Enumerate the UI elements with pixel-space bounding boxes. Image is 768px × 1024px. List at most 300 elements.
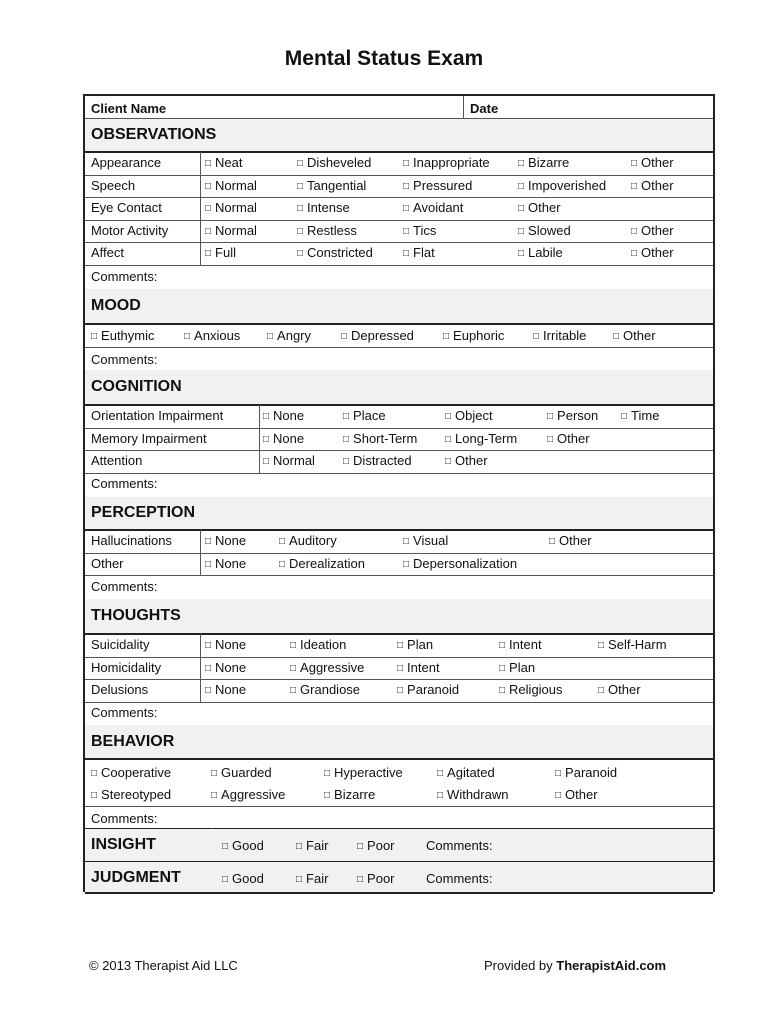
checkbox-icon: □ xyxy=(403,248,410,259)
cognition-section-title: COGNITION xyxy=(91,378,182,395)
divider xyxy=(85,347,713,348)
checkbox-label: Paranoid xyxy=(565,765,618,780)
checkbox-label: Normal xyxy=(215,177,257,193)
checkbox-icon: □ xyxy=(437,790,444,801)
checkbox-label: Angry xyxy=(277,328,312,343)
cognition-option-distracted[interactable] xyxy=(343,453,412,468)
checkbox-icon: □ xyxy=(91,331,98,342)
divider xyxy=(85,242,713,243)
perception-row-label: Other xyxy=(91,555,124,571)
copyright-text: © 2013 Therapist Aid LLC xyxy=(89,958,238,973)
divider xyxy=(85,702,713,703)
checkbox-label: Aggressive xyxy=(221,787,286,802)
checkbox-label: Depersonalization xyxy=(413,555,518,571)
observations-row-label: Motor Activity xyxy=(91,222,169,238)
checkbox-icon: □ xyxy=(631,180,638,192)
comments-label: Comments: xyxy=(91,269,158,284)
divider xyxy=(85,575,713,576)
checkbox-label: Bizarre xyxy=(528,155,570,170)
thoughts-option-plan[interactable] xyxy=(499,660,535,675)
checkbox-icon: □ xyxy=(598,640,605,651)
cognition-option-long-term[interactable] xyxy=(445,431,517,446)
checkbox-icon: □ xyxy=(518,180,525,192)
checkbox-label: Good xyxy=(232,871,264,886)
checkbox-label: Restless xyxy=(307,222,357,238)
checkbox-icon: □ xyxy=(297,158,304,169)
checkbox-icon: □ xyxy=(403,558,410,570)
insight-option-poor[interactable] xyxy=(357,838,395,853)
judgment-option-fair[interactable] xyxy=(296,871,328,886)
checkbox-icon: □ xyxy=(631,225,638,237)
checkbox-icon: □ xyxy=(547,433,554,445)
behavior-option-withdrawn[interactable] xyxy=(437,787,508,802)
thoughts-option-intent[interactable] xyxy=(499,637,542,652)
observations-option-other[interactable] xyxy=(631,155,674,170)
checkbox-label: Flat xyxy=(413,245,435,260)
checkbox-label: Other xyxy=(641,155,674,170)
comments-label: Comments: xyxy=(91,705,158,720)
checkbox-icon: □ xyxy=(499,640,506,651)
cognition-option-short-term[interactable] xyxy=(343,431,417,446)
checkbox-icon: □ xyxy=(443,331,450,342)
mood-option-euphoric[interactable] xyxy=(443,328,504,343)
checkbox-icon: □ xyxy=(290,640,297,651)
provided-by xyxy=(484,958,666,973)
divider xyxy=(85,265,713,266)
mood-option-anxious[interactable] xyxy=(184,328,240,343)
perception-option-none[interactable] xyxy=(205,533,246,548)
checkbox-label: Fair xyxy=(306,838,329,853)
thoughts-option-none[interactable] xyxy=(205,637,246,652)
observations-section-title: OBSERVATIONS xyxy=(91,126,217,143)
checkbox-label: Guarded xyxy=(221,765,272,780)
divider xyxy=(85,892,713,894)
checkbox-icon: □ xyxy=(91,768,98,779)
checkbox-icon: □ xyxy=(549,536,556,547)
mood-option-irritable[interactable] xyxy=(533,328,586,343)
checkbox-label: Plan xyxy=(509,659,536,675)
checkbox-icon: □ xyxy=(518,158,525,169)
checkbox-icon: □ xyxy=(533,331,540,342)
observations-option-inappropriate[interactable] xyxy=(403,155,490,170)
provided-by-label: Provided by xyxy=(484,958,557,973)
checkbox-icon: □ xyxy=(263,433,270,445)
checkbox-icon: □ xyxy=(437,768,444,779)
checkbox-icon: □ xyxy=(222,874,229,885)
checkbox-label: Religious xyxy=(509,682,563,697)
checkbox-label: Pressured xyxy=(413,177,473,193)
checkbox-icon: □ xyxy=(263,456,270,467)
cognition-option-other[interactable] xyxy=(547,431,590,446)
divider xyxy=(259,405,260,473)
checkbox-label: None xyxy=(215,555,247,571)
checkbox-label: Labile xyxy=(528,245,563,260)
behavior-option-aggressive[interactable] xyxy=(211,787,285,802)
checkbox-icon: □ xyxy=(279,536,286,547)
thoughts-option-paranoid[interactable] xyxy=(397,682,459,697)
divider xyxy=(200,152,201,265)
checkbox-label: Aggressive xyxy=(300,659,365,675)
insight-option-good[interactable] xyxy=(222,838,264,853)
checkbox-icon: □ xyxy=(296,841,303,852)
observations-option-full[interactable] xyxy=(205,245,236,260)
checkbox-icon: □ xyxy=(341,331,348,342)
observations-option-normal[interactable] xyxy=(205,223,257,238)
divider xyxy=(85,220,713,221)
checkbox-icon: □ xyxy=(222,841,229,852)
checkbox-label: Normal xyxy=(215,200,257,215)
cognition-row-label: Memory Impairment xyxy=(91,430,207,446)
thoughts-row-label: Homicidality xyxy=(91,659,162,675)
divider xyxy=(85,175,713,176)
checkbox-label: None xyxy=(215,637,247,652)
checkbox-label: Full xyxy=(215,245,236,260)
behavior-option-cooperative[interactable] xyxy=(91,765,171,780)
cognition-row-label: Attention xyxy=(91,453,143,468)
cognition-row-label: Orientation Impairment xyxy=(91,408,224,423)
checkbox-icon: □ xyxy=(631,158,638,169)
checkbox-label: Good xyxy=(232,838,264,853)
checkbox-icon: □ xyxy=(631,248,638,259)
observations-option-other[interactable] xyxy=(631,245,674,260)
checkbox-label: Grandiose xyxy=(300,682,361,697)
checkbox-icon: □ xyxy=(324,790,331,801)
observations-option-disheveled[interactable] xyxy=(297,155,371,170)
checkbox-icon: □ xyxy=(518,248,525,259)
checkbox-label: Tangential xyxy=(307,177,367,193)
checkbox-icon: □ xyxy=(555,790,562,801)
divider xyxy=(85,151,713,153)
divider xyxy=(85,473,713,474)
checkbox-icon: □ xyxy=(357,841,364,852)
checkbox-label: Other xyxy=(455,453,488,468)
checkbox-icon: □ xyxy=(397,662,404,674)
checkbox-label: Normal xyxy=(215,222,257,238)
observations-option-pressured[interactable] xyxy=(403,178,472,193)
thoughts-option-aggressive[interactable] xyxy=(290,660,364,675)
observations-row-label: Eye Contact xyxy=(91,200,162,215)
checkbox-label: Other xyxy=(608,682,641,697)
divider xyxy=(85,806,713,807)
checkbox-icon: □ xyxy=(547,411,554,422)
thoughts-option-other[interactable] xyxy=(598,682,641,697)
checkbox-icon: □ xyxy=(499,685,506,696)
observations-option-intense[interactable] xyxy=(297,200,350,215)
observations-option-other[interactable] xyxy=(631,223,674,238)
checkbox-icon: □ xyxy=(403,536,410,547)
comments-label: Comments: xyxy=(91,476,158,491)
checkbox-label: Bizarre xyxy=(334,787,376,802)
mood-section-title: MOOD xyxy=(91,297,141,314)
observations-option-impoverished[interactable] xyxy=(518,178,606,193)
thoughts-option-religious[interactable] xyxy=(499,682,563,697)
cognition-option-place[interactable] xyxy=(343,408,386,423)
checkbox-label: Paranoid xyxy=(407,682,460,697)
checkbox-icon: □ xyxy=(263,411,270,422)
behavior-option-hyperactive[interactable] xyxy=(324,765,403,780)
checkbox-icon: □ xyxy=(518,225,525,237)
checkbox-label: Other xyxy=(559,533,592,548)
behavior-option-stereotyped[interactable] xyxy=(91,787,171,802)
checkbox-label: Other xyxy=(528,200,561,215)
cognition-option-none[interactable] xyxy=(263,408,304,423)
observations-option-tangential[interactable] xyxy=(297,178,366,193)
observations-option-other[interactable] xyxy=(518,200,561,215)
thoughts-option-ideation[interactable] xyxy=(290,637,346,652)
divider xyxy=(85,197,713,198)
comments-label: Comments: xyxy=(91,352,158,367)
observations-section-header xyxy=(85,119,713,151)
checkbox-icon: □ xyxy=(297,203,304,214)
observations-option-bizarre[interactable] xyxy=(518,155,569,170)
divider xyxy=(85,758,713,760)
checkbox-icon: □ xyxy=(205,158,212,169)
observations-option-flat[interactable] xyxy=(403,245,435,260)
checkbox-icon: □ xyxy=(397,685,404,696)
divider xyxy=(463,96,464,119)
cognition-option-other[interactable] xyxy=(445,453,488,468)
thoughts-option-self-harm[interactable] xyxy=(598,637,667,652)
perception-option-depersonalization[interactable] xyxy=(403,556,517,571)
insight-section-header xyxy=(85,829,713,861)
cognition-section-header xyxy=(85,370,713,404)
insight-section-title: INSIGHT xyxy=(91,836,156,853)
checkbox-label: Euphoric xyxy=(453,328,505,343)
divider xyxy=(85,633,713,635)
checkbox-label: Irritable xyxy=(543,328,587,343)
checkbox-label: Other xyxy=(641,245,674,260)
observations-row-label: Affect xyxy=(91,245,125,260)
observations-option-normal[interactable] xyxy=(205,178,257,193)
checkbox-label: Distracted xyxy=(353,453,412,468)
observations-row-label: Appearance xyxy=(91,155,162,170)
checkbox-icon: □ xyxy=(267,331,274,342)
observations-option-neat[interactable] xyxy=(205,155,243,170)
checkbox-label: None xyxy=(215,533,247,548)
checkbox-icon: □ xyxy=(343,433,350,445)
insight-option-fair[interactable] xyxy=(296,838,328,853)
mood-section-header xyxy=(85,289,713,323)
checkbox-icon: □ xyxy=(357,874,364,885)
checkbox-label: Other xyxy=(641,222,674,238)
observations-option-constricted[interactable] xyxy=(297,245,373,260)
checkbox-label: Agitated xyxy=(447,765,495,780)
checkbox-icon: □ xyxy=(403,180,410,192)
mood-option-other[interactable] xyxy=(613,328,656,343)
checkbox-icon: □ xyxy=(184,331,191,342)
checkbox-label: Fair xyxy=(306,871,329,886)
comments-label: Comments: xyxy=(91,811,158,826)
behavior-option-guarded[interactable] xyxy=(211,765,272,780)
checkbox-label: Tics xyxy=(413,222,437,238)
checkbox-icon: □ xyxy=(279,558,286,570)
observations-row-label: Speech xyxy=(91,177,136,193)
cognition-option-none[interactable] xyxy=(263,431,304,446)
checkbox-label: Derealization xyxy=(289,555,365,571)
perception-section-header xyxy=(85,497,713,529)
checkbox-label: Impoverished xyxy=(528,177,607,193)
checkbox-icon: □ xyxy=(211,768,218,779)
checkbox-label: Other xyxy=(557,430,590,446)
cognition-option-person[interactable] xyxy=(547,408,598,423)
comments-label: Comments: xyxy=(91,579,158,594)
checkbox-label: Disheveled xyxy=(307,155,372,170)
behavior-option-agitated[interactable] xyxy=(437,765,495,780)
behavior-option-other[interactable] xyxy=(555,787,598,802)
checkbox-label: Poor xyxy=(367,871,395,886)
behavior-option-bizarre[interactable] xyxy=(324,787,375,802)
judgment-section-title: JUDGMENT xyxy=(91,869,181,886)
checkbox-icon: □ xyxy=(343,456,350,467)
divider xyxy=(200,530,201,575)
judgment-section-header xyxy=(85,862,713,894)
checkbox-label: Cooperative xyxy=(101,765,172,780)
perception-option-derealization[interactable] xyxy=(279,556,365,571)
thoughts-option-plan[interactable] xyxy=(397,637,433,652)
thoughts-option-none[interactable] xyxy=(205,682,246,697)
thoughts-section-header xyxy=(85,599,713,633)
thoughts-option-none[interactable] xyxy=(205,660,246,675)
checkbox-label: Person xyxy=(557,408,599,423)
cognition-option-time[interactable] xyxy=(621,408,659,423)
insight-comments-label: Comments: xyxy=(426,838,493,853)
checkbox-label: None xyxy=(215,682,247,697)
checkbox-icon: □ xyxy=(290,662,297,674)
checkbox-label: None xyxy=(215,659,247,675)
behavior-section-title: BEHAVIOR xyxy=(91,733,175,750)
checkbox-label: Self-Harm xyxy=(608,637,667,652)
checkbox-icon: □ xyxy=(324,768,331,779)
judgment-comments-label: Comments: xyxy=(426,871,493,886)
checkbox-icon: □ xyxy=(598,685,605,696)
judgment-option-poor[interactable] xyxy=(357,871,395,886)
checkbox-label: Other xyxy=(641,177,674,193)
checkbox-label: Avoidant xyxy=(413,200,464,215)
cognition-option-object[interactable] xyxy=(445,408,493,423)
checkbox-label: Constricted xyxy=(307,245,373,260)
perception-option-none[interactable] xyxy=(205,556,246,571)
checkbox-icon: □ xyxy=(403,158,410,169)
checkbox-label: Short-Term xyxy=(353,430,418,446)
mental-status-form xyxy=(83,94,715,892)
judgment-option-good[interactable] xyxy=(222,871,264,886)
checkbox-icon: □ xyxy=(403,203,410,214)
checkbox-icon: □ xyxy=(205,225,212,237)
cognition-option-normal[interactable] xyxy=(263,453,315,468)
checkbox-label: None xyxy=(273,430,305,446)
checkbox-icon: □ xyxy=(205,558,212,570)
checkbox-label: Anxious xyxy=(194,328,241,343)
divider xyxy=(85,404,713,406)
observations-option-tics[interactable] xyxy=(403,223,436,238)
mood-option-angry[interactable] xyxy=(267,328,311,343)
thoughts-row-label: Suicidality xyxy=(91,637,150,652)
thoughts-section-title: THOUGHTS xyxy=(91,607,181,624)
mood-option-depressed[interactable] xyxy=(341,328,414,343)
observations-option-other[interactable] xyxy=(631,178,674,193)
checkbox-label: Other xyxy=(623,328,656,343)
divider xyxy=(85,428,713,429)
checkbox-label: Time xyxy=(631,408,660,423)
checkbox-icon: □ xyxy=(205,180,212,192)
divider xyxy=(85,529,713,531)
perception-option-visual[interactable] xyxy=(403,533,448,548)
site-link[interactable]: TherapistAid.com xyxy=(556,958,667,973)
checkbox-label: Intense xyxy=(307,200,350,215)
perception-section-title: PERCEPTION xyxy=(91,504,196,521)
checkbox-label: Visual xyxy=(413,533,449,548)
checkbox-label: Ideation xyxy=(300,637,347,652)
divider xyxy=(85,553,713,554)
mood-option-euthymic[interactable] xyxy=(91,328,155,343)
observations-option-slowed[interactable] xyxy=(518,223,571,238)
checkbox-icon: □ xyxy=(205,248,212,259)
checkbox-icon: □ xyxy=(297,225,304,237)
observations-option-normal[interactable] xyxy=(205,200,257,215)
checkbox-label: Intent xyxy=(407,659,440,675)
divider xyxy=(85,323,713,325)
checkbox-icon: □ xyxy=(91,790,98,801)
checkbox-label: Withdrawn xyxy=(447,787,509,802)
behavior-section-header xyxy=(85,725,713,758)
perception-option-auditory[interactable] xyxy=(279,533,337,548)
checkbox-icon: □ xyxy=(445,433,452,445)
checkbox-icon: □ xyxy=(297,180,304,192)
client-name-label: Client Name xyxy=(91,101,167,116)
checkbox-label: Normal xyxy=(273,453,315,468)
checkbox-label: Plan xyxy=(407,637,434,652)
checkbox-icon: □ xyxy=(499,662,506,674)
checkbox-icon: □ xyxy=(205,640,212,651)
checkbox-icon: □ xyxy=(555,768,562,779)
checkbox-icon: □ xyxy=(621,411,628,422)
checkbox-icon: □ xyxy=(397,640,404,651)
checkbox-label: Long-Term xyxy=(455,430,518,446)
checkbox-icon: □ xyxy=(205,662,212,674)
checkbox-icon: □ xyxy=(297,248,304,259)
checkbox-icon: □ xyxy=(343,411,350,422)
divider xyxy=(85,450,713,451)
perception-row-label: Hallucinations xyxy=(91,533,172,548)
checkbox-label: Euthymic xyxy=(101,328,155,343)
checkbox-icon: □ xyxy=(613,331,620,342)
observations-option-restless[interactable] xyxy=(297,223,357,238)
checkbox-label: Slowed xyxy=(528,222,571,238)
checkbox-label: Inappropriate xyxy=(413,155,490,170)
date-label: Date xyxy=(470,101,499,116)
thoughts-option-intent[interactable] xyxy=(397,660,440,675)
checkbox-label: Other xyxy=(565,787,598,802)
checkbox-label: Stereotyped xyxy=(101,787,172,802)
checkbox-icon: □ xyxy=(205,685,212,696)
checkbox-label: Intent xyxy=(509,637,542,652)
perception-option-other[interactable] xyxy=(549,533,592,548)
checkbox-icon: □ xyxy=(290,685,297,696)
page-title: Mental Status Exam xyxy=(284,47,484,70)
behavior-option-paranoid[interactable] xyxy=(555,765,617,780)
divider xyxy=(85,679,713,680)
checkbox-label: Object xyxy=(455,408,493,423)
checkbox-label: Hyperactive xyxy=(334,765,403,780)
checkbox-icon: □ xyxy=(445,411,452,422)
checkbox-icon: □ xyxy=(296,874,303,885)
thoughts-option-grandiose[interactable] xyxy=(290,682,360,697)
checkbox-icon: □ xyxy=(445,456,452,467)
checkbox-label: Auditory xyxy=(289,533,337,548)
checkbox-label: Place xyxy=(353,408,386,423)
observations-option-labile[interactable] xyxy=(518,245,563,260)
observations-option-avoidant[interactable] xyxy=(403,200,463,215)
